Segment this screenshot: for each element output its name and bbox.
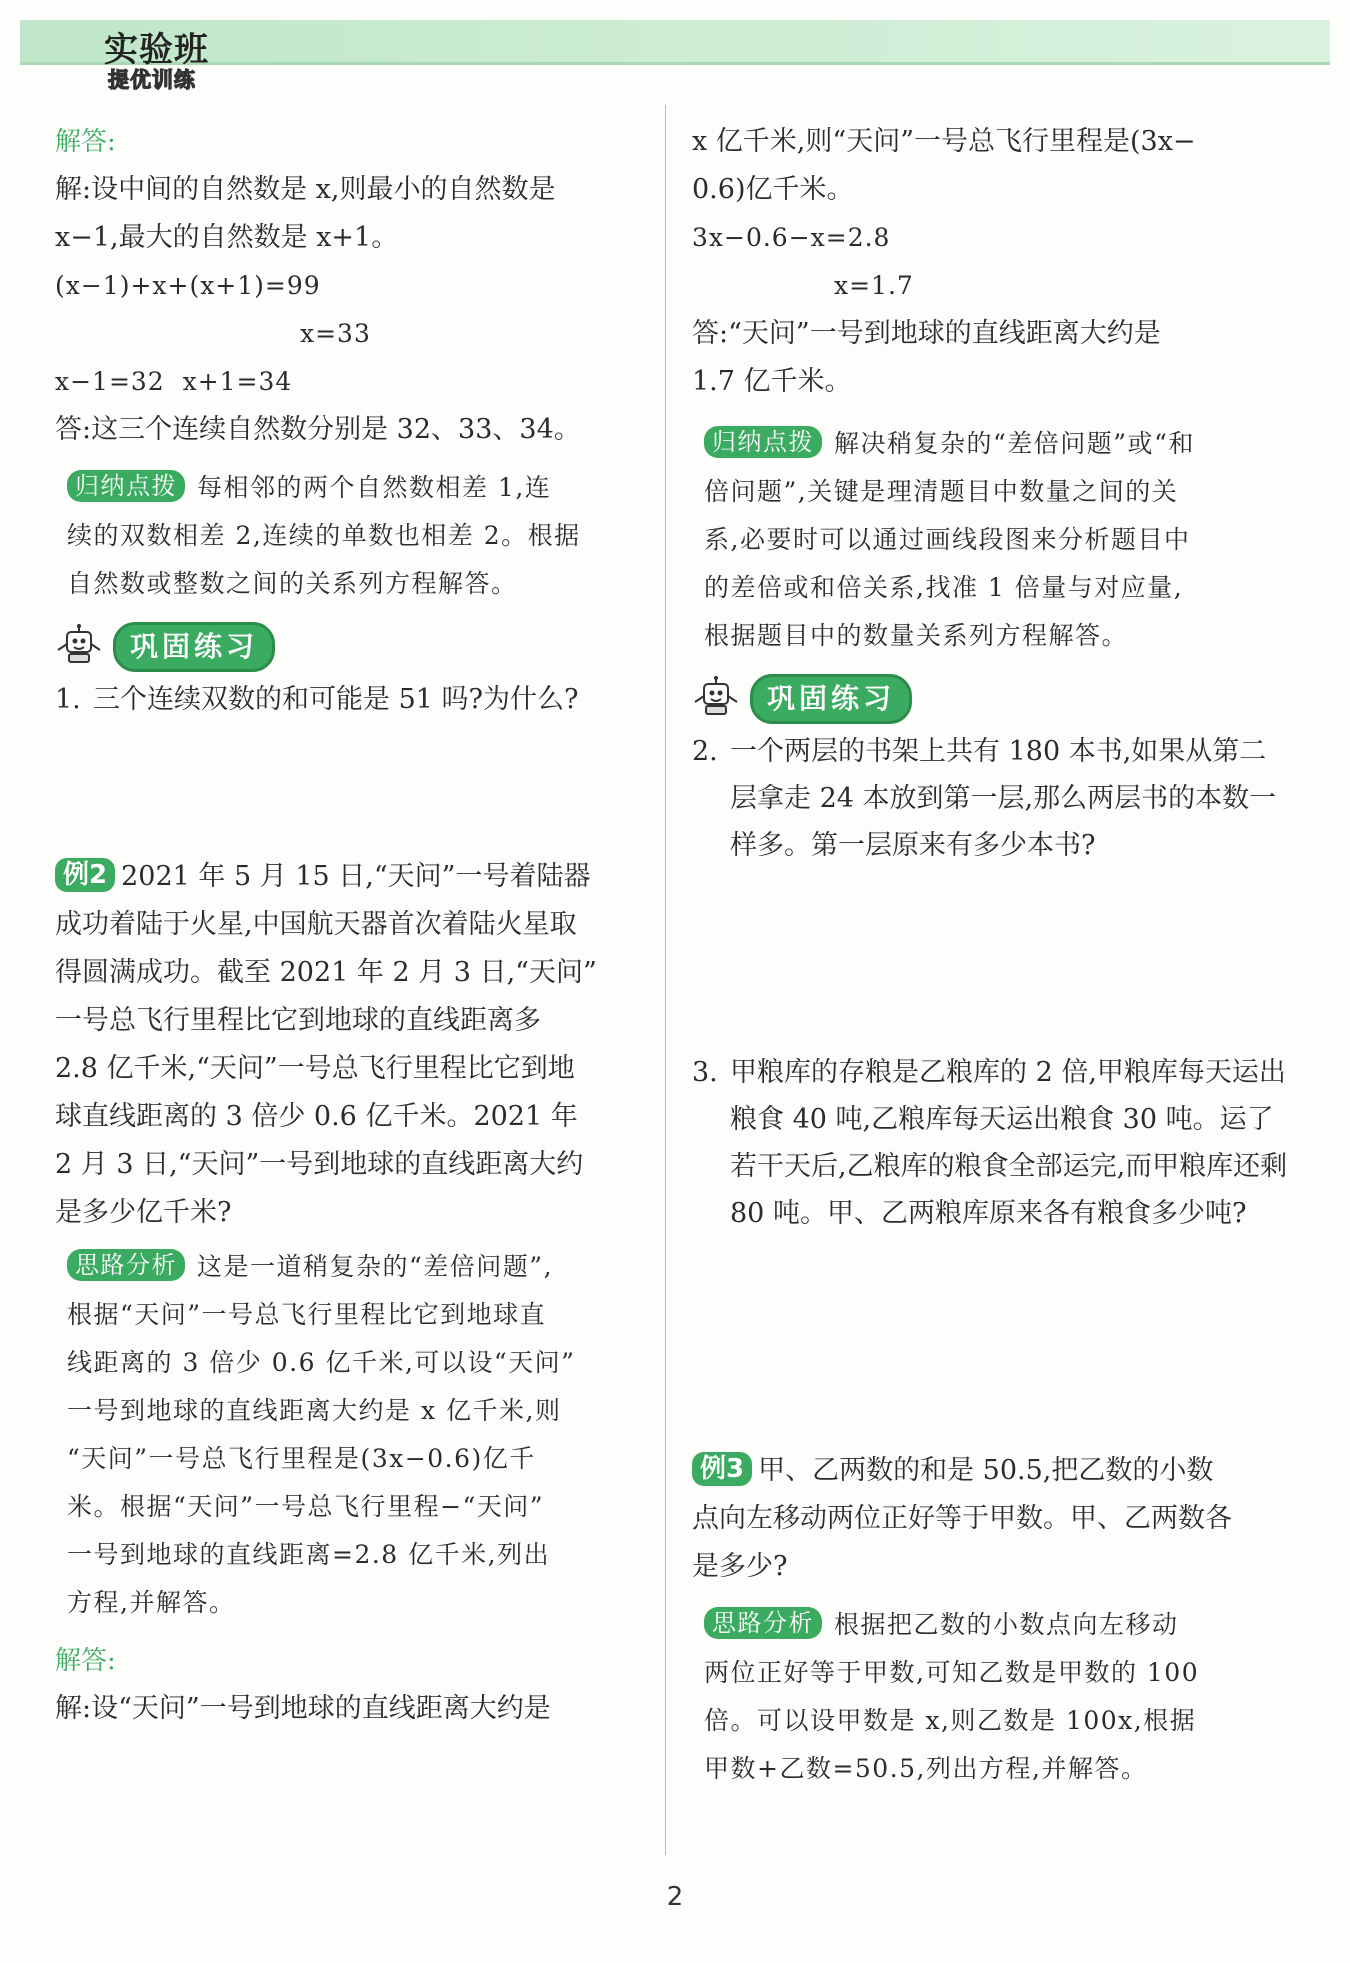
problem-text: 三个连续双数的和可能是 51 吗?为什么? xyxy=(93,684,579,715)
answer-line: 答:这三个连续自然数分别是 32、33、34。 xyxy=(55,414,581,445)
left-column xyxy=(55,118,645,1733)
example-line: 2 月 3 日,“天问”一号到地球的直线距离大约 xyxy=(55,1149,584,1180)
example-tag: 例2 xyxy=(55,858,115,892)
example-line: 成功着陆于火星,中国航天器首次着陆火星取 xyxy=(55,909,577,940)
analysis-line: 线距离的 3 倍少 0.6 亿千米,可以设“天问” xyxy=(67,1348,576,1377)
brand-subtitle: 提优训练 xyxy=(108,68,196,92)
section-title: 巩固练习 xyxy=(113,622,275,672)
problem-item xyxy=(55,676,645,723)
tip-line: 自然数或整数之间的关系列方程解答。 xyxy=(67,569,518,598)
example-line: 一号总飞行里程比它到地球的直线距离多 xyxy=(55,1005,541,1036)
page-number: 2 xyxy=(666,1882,684,1912)
example-block xyxy=(692,1447,1292,1591)
problem-number: 1. xyxy=(55,684,81,715)
equation: (x−1)+x+(x+1)=99 xyxy=(55,271,321,300)
example-line: 是多少亿千米? xyxy=(55,1197,232,1228)
example-line: 2021 年 5 月 15 日,“天问”一号着陆器 xyxy=(121,861,591,892)
robot-icon xyxy=(55,624,103,666)
answer-label: 解答: xyxy=(55,127,116,157)
solution-line: x−1,最大的自然数是 x+1。 xyxy=(55,222,399,253)
answer-label: 解答: xyxy=(55,1646,116,1676)
analysis-tag: 思路分析 xyxy=(704,1607,822,1639)
analysis-line: 倍。可以设甲数是 x,则乙数是 100x,根据 xyxy=(704,1706,1197,1735)
practice-section-header xyxy=(55,618,645,670)
solution-line: x 亿千米,则“天问”一号总飞行里程是(3x− xyxy=(692,126,1196,157)
problem-item xyxy=(692,1049,1292,1237)
brand-title: 实验班 xyxy=(104,30,209,70)
right-column xyxy=(692,118,1292,1793)
analysis-line: 这是一道稍复杂的“差倍问题”, xyxy=(197,1252,554,1281)
example-line: 甲、乙两数的和是 50.5,把乙数的小数 xyxy=(758,1455,1214,1486)
tip-tag: 归纳点拨 xyxy=(67,470,185,502)
example-tag: 例3 xyxy=(692,1452,752,1486)
answer-line: 答:“天问”一号到地球的直线距离大约是 xyxy=(692,318,1161,349)
problem-number: 2. xyxy=(692,736,718,767)
example-block xyxy=(55,853,645,1237)
analysis-line: 一号到地球的直线距离=2.8 亿千米,列出 xyxy=(67,1540,551,1569)
solution-line: 解:设“天问”一号到地球的直线距离大约是 xyxy=(55,1693,551,1724)
example-line: 球直线距离的 3 倍少 0.6 亿千米。2021 年 xyxy=(55,1101,578,1132)
analysis-line: 方程,并解答。 xyxy=(67,1588,236,1617)
tip-block xyxy=(55,464,645,608)
analysis-line: 两位正好等于甲数,可知乙数是甲数的 100 xyxy=(704,1658,1200,1687)
tip-line: 每相邻的两个自然数相差 1,连 xyxy=(197,473,552,502)
tip-line: 的差倍或和倍关系,找准 1 倍量与对应量, xyxy=(704,573,1184,602)
column-divider xyxy=(665,105,666,1855)
analysis-block xyxy=(692,1601,1292,1793)
example-line: 是多少? xyxy=(692,1551,788,1582)
tip-line: 解决稍复杂的“差倍问题”或“和 xyxy=(834,429,1195,458)
analysis-line: 一号到地球的直线距离大约是 x 亿千米,则 xyxy=(67,1396,562,1425)
equation: x−1=32 x+1=34 xyxy=(55,367,293,396)
analysis-block xyxy=(55,1243,645,1627)
equation: x=33 xyxy=(300,319,371,348)
robot-icon xyxy=(692,676,740,718)
analysis-line: 根据“天问”一号总飞行里程比它到地球直 xyxy=(67,1300,547,1329)
practice-section-header xyxy=(692,670,1292,722)
analysis-line: 甲数+乙数=50.5,列出方程,并解答。 xyxy=(704,1754,1148,1783)
equation: 3x−0.6−x=2.8 xyxy=(692,223,891,252)
problem-number: 3. xyxy=(692,1057,718,1088)
tip-line: 倍问题”,关键是理清题目中数量之间的关 xyxy=(704,477,1179,506)
example-line: 得圆满成功。截至 2021 年 2 月 3 日,“天问” xyxy=(55,957,597,988)
analysis-line: 米。根据“天问”一号总飞行里程−“天问” xyxy=(67,1492,545,1521)
problem-text: 甲粮库的存粮是乙粮库的 2 倍,甲粮库每天运出粮食 40 吨,乙粮库每天运出粮食 30 吨。运了若干天后,乙粮库的粮食全部运完,而甲粮库还剩 80 吨。甲、乙两粮库原来各有粮食多少吨? xyxy=(730,1057,1288,1229)
solution-line: 0.6)亿千米。 xyxy=(692,174,854,205)
solution-line: 解:设中间的自然数是 x,则最小的自然数是 xyxy=(55,174,556,205)
header-band xyxy=(20,20,1330,65)
example-line: 点向左移动两位正好等于甲数。甲、乙两数各 xyxy=(692,1503,1232,1534)
example-line: 2.8 亿千米,“天问”一号总飞行里程比它到地 xyxy=(55,1053,575,1084)
problem-item xyxy=(692,728,1292,869)
section-title: 巩固练习 xyxy=(750,674,912,724)
analysis-tag: 思路分析 xyxy=(67,1249,185,1281)
tip-tag: 归纳点拨 xyxy=(704,426,822,458)
equation: x=1.7 xyxy=(834,271,914,300)
tip-line: 根据题目中的数量关系列方程解答。 xyxy=(704,621,1129,650)
tip-line: 续的双数相差 2,连续的单数也相差 2。根据 xyxy=(67,521,581,550)
problem-text: 一个两层的书架上共有 180 本书,如果从第二层拿走 24 本放到第一层,那么两层书的本数一样多。第一层原来有多少本书? xyxy=(730,736,1277,861)
analysis-line: “天问”一号总飞行里程是(3x−0.6)亿千 xyxy=(67,1444,536,1473)
tip-line: 系,必要时可以通过画线段图来分析题目中 xyxy=(704,525,1191,554)
answer-line: 1.7 亿千米。 xyxy=(692,366,852,397)
tip-block xyxy=(692,420,1292,660)
analysis-line: 根据把乙数的小数点向左移动 xyxy=(834,1610,1179,1639)
